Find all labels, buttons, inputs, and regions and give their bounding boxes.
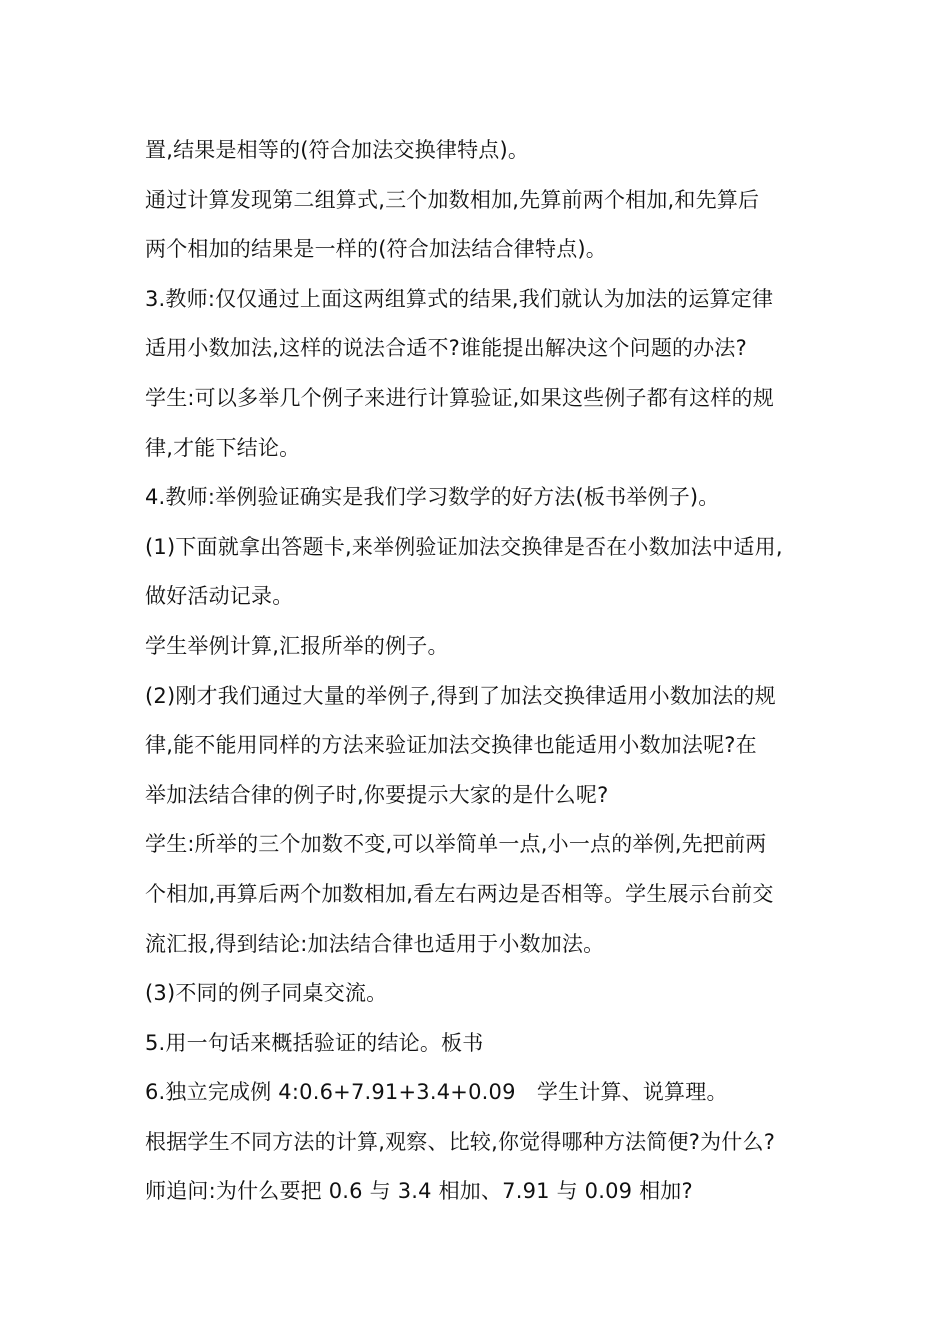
text-line: 律,才能下结论。 — [145, 435, 301, 460]
text-line: 师追问:为什么要把 0.6 与 3.4 相加、7.91 与 0.09 相加? — [145, 1179, 693, 1204]
text-line: 学生:可以多举几个例子来进行计算验证,如果这些例子都有这样的规 — [145, 385, 774, 410]
text-line: 律,能不能用同样的方法来验证加法交换律也能适用小数加法呢?在 — [145, 733, 757, 758]
text-line: 3.教师:仅仅通过上面这两组算式的结果,我们就认为加法的运算定律 — [145, 286, 774, 311]
text-line: 做好活动记录。 — [145, 584, 294, 609]
text-line: 适用小数加法,这样的说法合适不?谁能提出解决这个问题的办法? — [145, 336, 747, 361]
text-line: 5.用一句话来概括验证的结论。板书 — [145, 1030, 484, 1055]
text-line: 举加法结合律的例子时,你要提示大家的是什么呢? — [145, 782, 609, 807]
document-body — [145, 131, 815, 1222]
text-line: 学生:所举的三个加数不变,可以举简单一点,小一点的举例,先把前两 — [145, 832, 767, 857]
text-line: 流汇报,得到结论:加法结合律也适用于小数加法。 — [145, 931, 605, 956]
text-line: 通过计算发现第二组算式,三个加数相加,先算前两个相加,和先算后 — [145, 187, 760, 212]
text-line: (2)刚才我们通过大量的举例子,得到了加法交换律适用小数加法的规 — [145, 683, 776, 708]
text-line: (1)下面就拿出答题卡,来举例验证加法交换律是否在小数加法中适用, — [145, 534, 783, 559]
text-line: 两个相加的结果是一样的(符合加法结合律特点)。 — [145, 237, 607, 262]
text-line: 6.独立完成例 4:0.6+7.91+3.4+0.09 学生计算、说算理。 — [145, 1080, 728, 1105]
text-line: 个相加,再算后两个加数相加,看左右两边是否相等。学生展示台前交 — [145, 881, 774, 906]
text-line: 4.教师:举例验证确实是我们学习数学的好方法(板书举例子)。 — [145, 485, 720, 510]
text-line: 学生举例计算,汇报所举的例子。 — [145, 633, 449, 658]
text-line: (3)不同的例子同桌交流。 — [145, 981, 388, 1006]
text-line: 置,结果是相等的(符合加法交换律特点)。 — [145, 138, 530, 162]
text-line: 根据学生不同方法的计算,观察、比较,你觉得哪种方法简便?为什么? — [145, 1129, 776, 1154]
